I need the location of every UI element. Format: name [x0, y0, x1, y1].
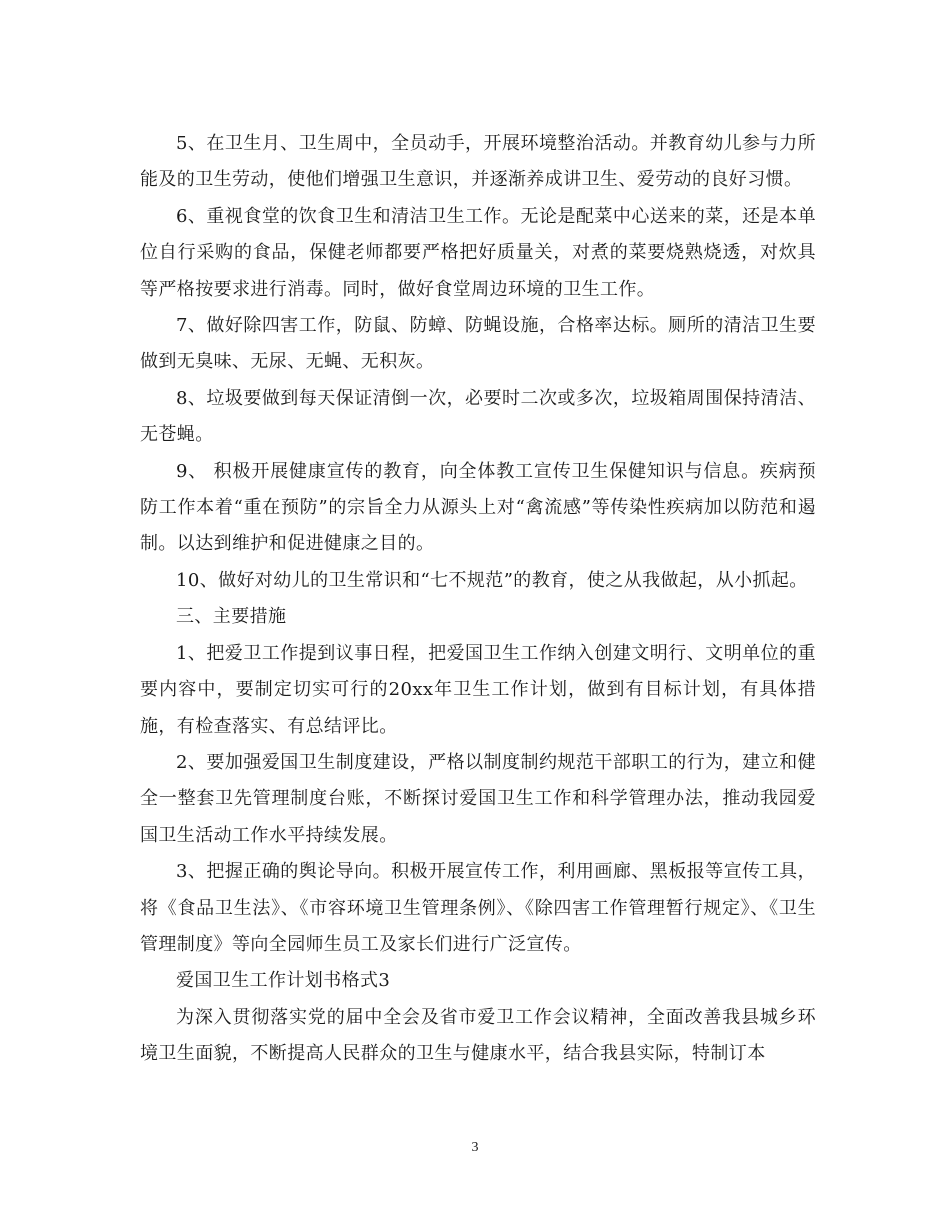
paragraph-item-10: 10、做好对幼儿的卫生常识和“七不规范”的教育，使之从我做起，从小抓起。 [176, 569, 808, 591]
paragraph-item-7: 7、做好除四害工作，防鼠、防蟑、防蝇设施，合格率达标。厕所的清洁卫生要做到无臭味、无尿、无蝇、无积灰。 [140, 315, 816, 373]
paragraph-intro: 为深入贯彻落实党的届中全会及省市爱卫工作会议精神，全面改善我县城乡环境卫生面貌，不断提高人民群众的卫生与健康水平，结合我县实际，特制订本 [140, 1006, 816, 1065]
paragraph-measure-1: 1、把爱卫工作提到议事日程，把爱国卫生工作纳入创建文明行、文明单位的重要内容中，要制定切实可行的20xx年卫生工作计划，做到有目标计划，有具体措施，有检查落实、有总结评比。 [140, 642, 816, 737]
page-number: 3 [471, 1140, 479, 1155]
paragraph-measure-3: 3、把握正确的舆论导向。积极开展宣传工作，利用画廊、黑板报等宣传工具，将《食品卫生法》、《市容环境卫生管理条例》、《除四害工作管理暂行规定》、《卫生管理制度》等向全园师生员工及家长们进行广泛宣传。 [140, 861, 816, 955]
paragraph-item-5: 5、在卫生月、卫生周中，全员动手，开展环境整治活动。并教育幼儿参与力所能及的卫生劳动，使他们增强卫生意识，并逐渐养成讲卫生、爱劳动的良好习惯。 [140, 133, 816, 191]
paragraph-item-9: 9、 积极开展健康宣传的教育，向全体教工宣传卫生保健知识与信息。疾病预防工作本着“重在预防”的宗旨全力从源头上对“禽流感”等传染性疾病加以防范和遏制。以达到维护和促进健康之目的。 [140, 460, 816, 555]
section-heading-measures: 三、主要措施 [176, 606, 287, 628]
paragraph-measure-2: 2、要加强爱国卫生制度建设，严格以制度制约规范干部职工的行为，建立和健全一整套卫先管理制度台账，不断探讨爱国卫生工作和科学管理办法，推动我园爱国卫生活动工作水平持续发展。 [140, 751, 816, 846]
section-title-format-3: 爱国卫生工作计划书格式3 [176, 970, 391, 992]
paragraph-item-6: 6、重视食堂的饮食卫生和清洁卫生工作。无论是配菜中心送来的菜，还是本单位自行采购的食品，保健老师都要严格把好质量关，对煮的菜要烧熟烧透，对炊具等严格按要求进行消毒。同时，做好食堂周边环境的卫生工作。 [140, 205, 816, 300]
document-body [140, 126, 816, 1073]
paragraph-item-8: 8、垃圾要做到每天保证清倒一次，必要时二次或多次，垃圾箱周围保持清洁、无苍蝇。 [140, 387, 816, 446]
